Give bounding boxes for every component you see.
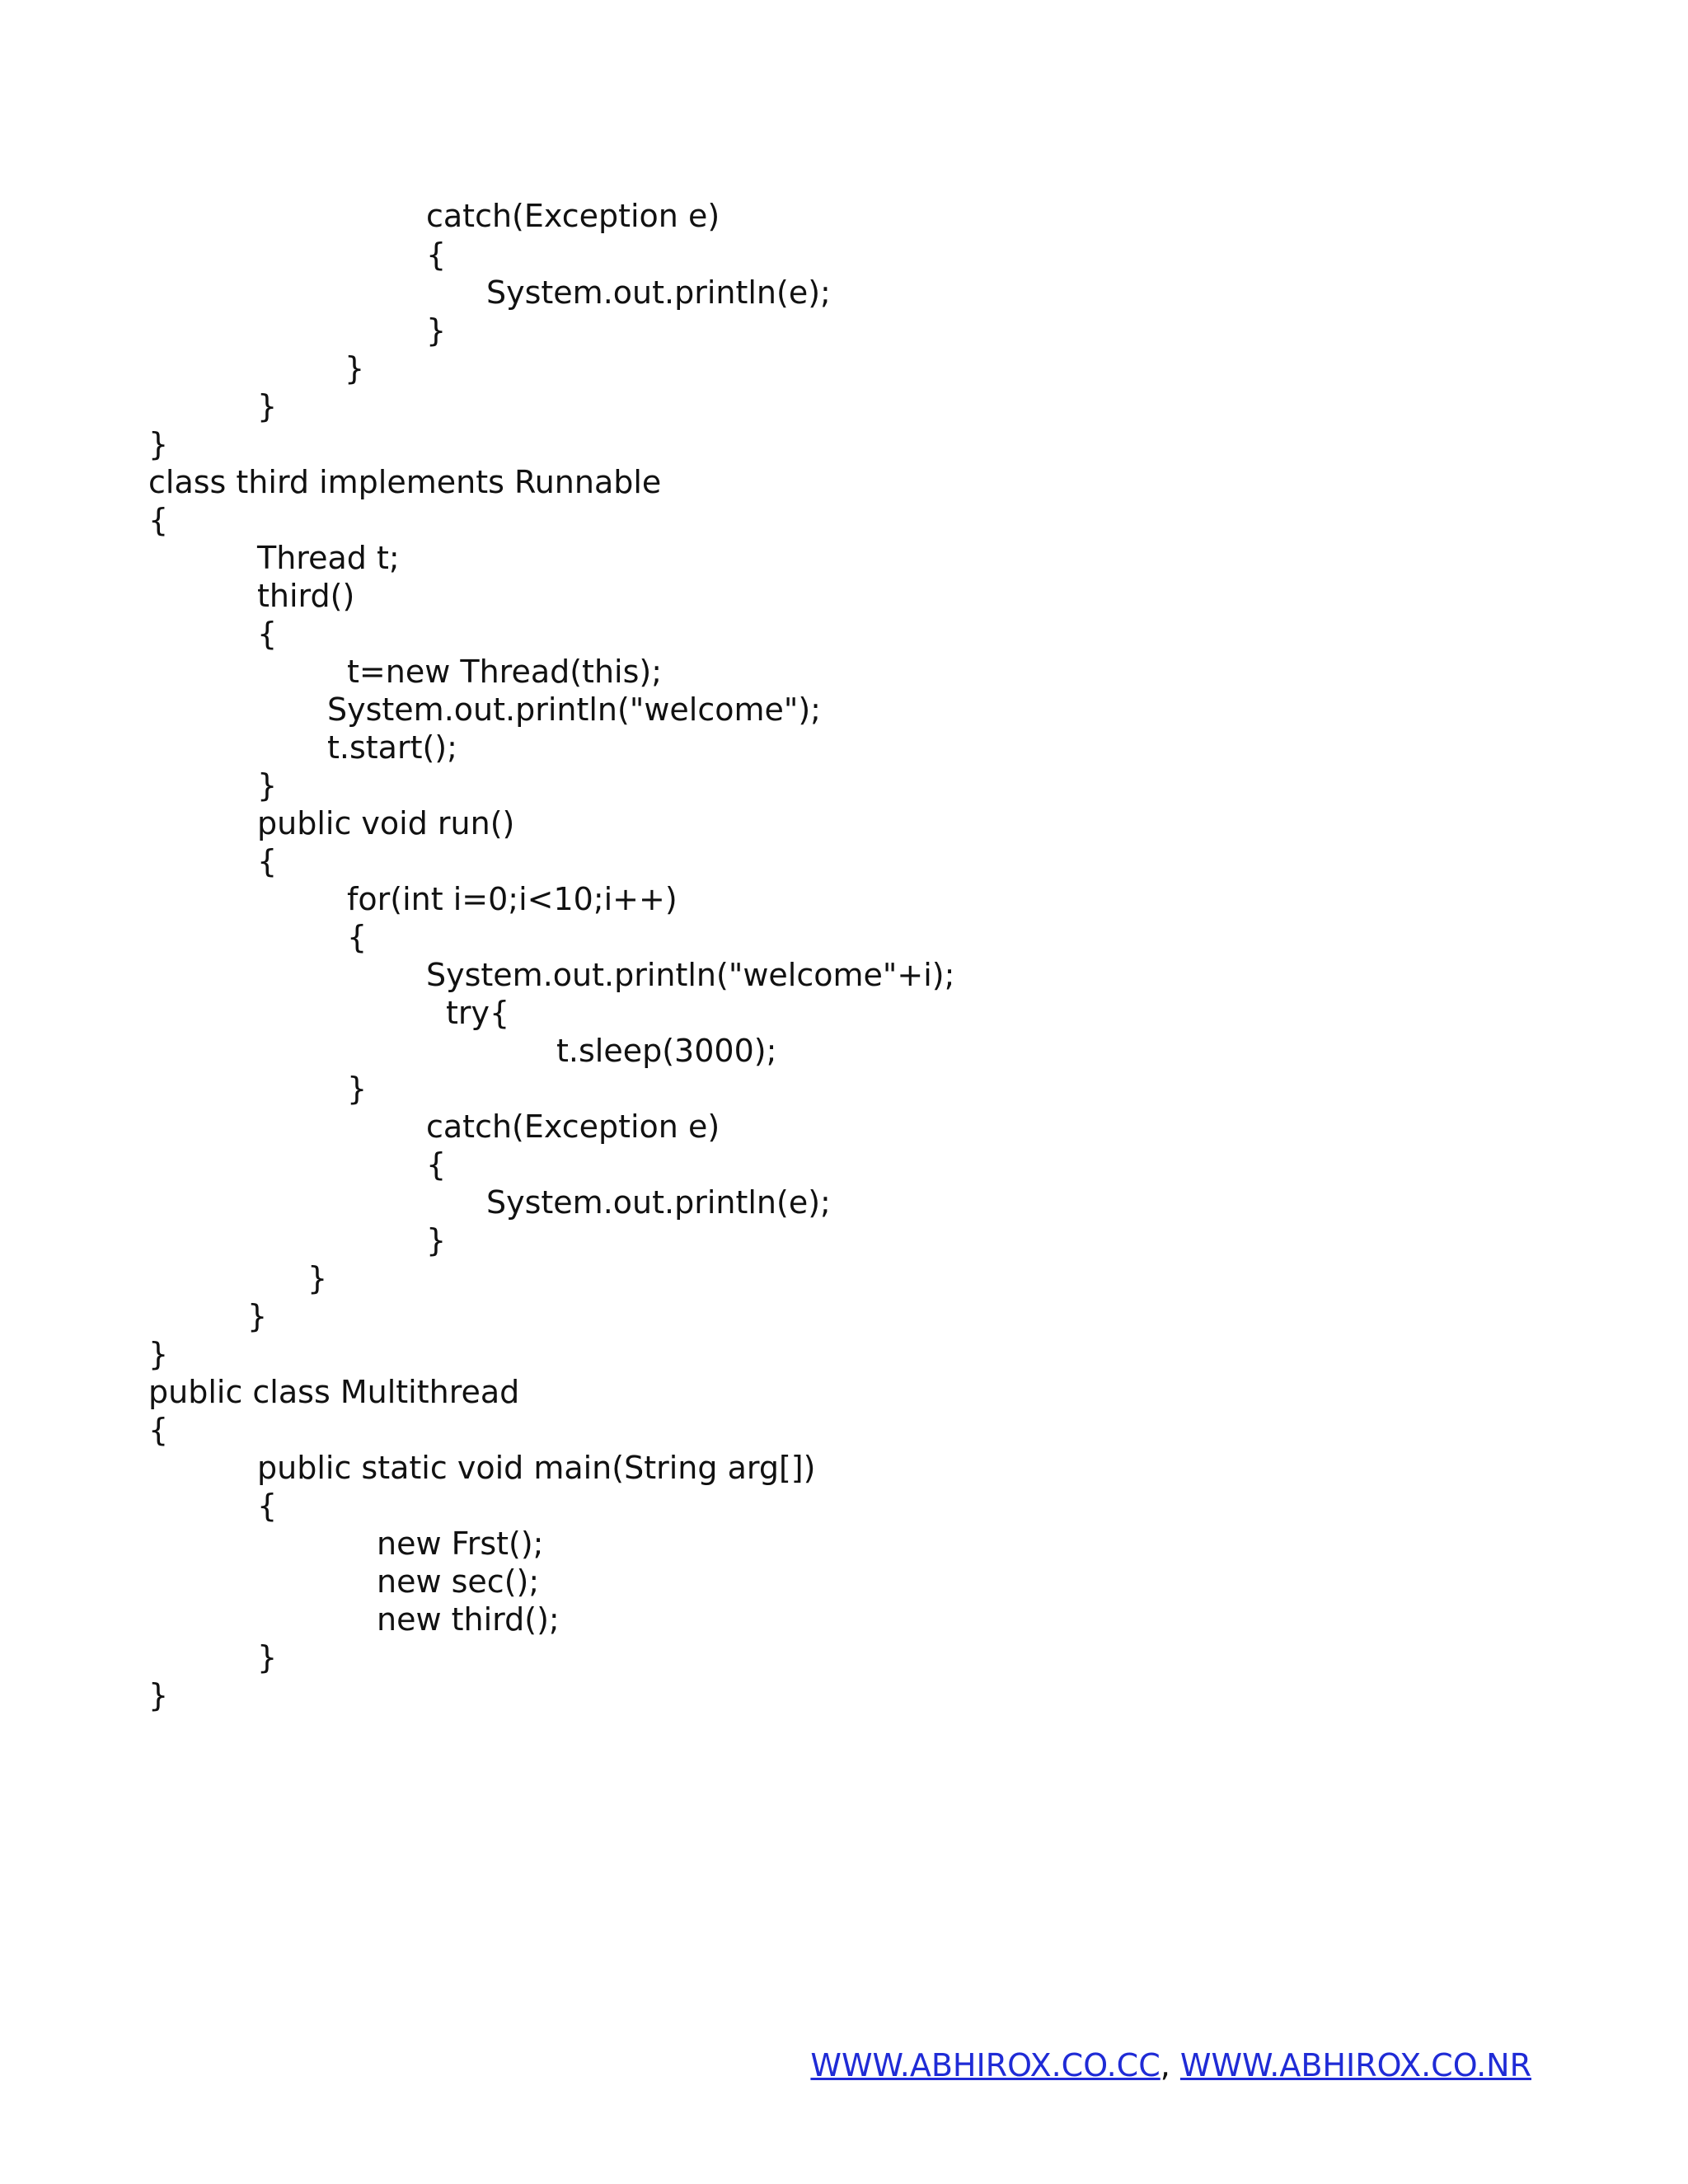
code-line: System.out.println(e); [486,1184,831,1221]
code-line: catch(Exception e) [426,198,720,234]
code-line: } [426,312,447,349]
code-line: { [426,237,447,273]
footer-links [810,2046,1531,2085]
code-line: for(int i=0;i<10;i++) [347,881,678,917]
code-line: } [345,350,365,387]
code-line: t.start(); [327,729,457,766]
code-line: new Frst(); [377,1526,544,1562]
code-line: catch(Exception e) [426,1108,720,1145]
code-line: } [257,1639,278,1675]
code-line: class third implements Runnable [148,464,662,500]
code-line: { [257,843,278,879]
code-line: public class Multithread [148,1374,520,1410]
code-line: { [347,919,368,955]
footer-link-co-cc[interactable]: WWW.ABHIROX.CO.CC [810,2047,1160,2083]
code-line: { [257,616,278,652]
code-line: System.out.println(e); [486,274,831,311]
code-line: Thread t; [257,540,400,576]
code-line: } [247,1298,268,1334]
code-line: { [426,1146,447,1183]
code-line: new third(); [377,1601,560,1638]
footer-separator: , [1160,2047,1180,2083]
code-line: } [148,1336,169,1372]
code-line: System.out.println("welcome"+i); [426,957,955,993]
code-line: { [148,502,169,538]
code-line: new sec(); [377,1563,540,1600]
code-line: System.out.println("welcome"); [327,691,821,728]
code-line: } [257,388,278,424]
code-line: } [148,1677,169,1713]
code-line: } [347,1071,368,1107]
code-line: } [426,1222,447,1258]
code-line: t.sleep(3000); [556,1033,777,1069]
code-line: public void run() [257,805,515,841]
code-line: } [307,1260,328,1296]
footer-link-co-nr[interactable]: WWW.ABHIROX.CO.NR [1179,2047,1531,2083]
code-line: } [257,767,278,804]
code-line: { [148,1412,169,1448]
code-line: public static void main(String arg[]) [257,1450,816,1486]
code-line: t=new Thread(this); [347,654,663,690]
code-line: } [148,426,169,462]
code-line: third() [257,578,355,614]
code-line: { [257,1488,278,1524]
code-line: try{ [446,995,510,1031]
